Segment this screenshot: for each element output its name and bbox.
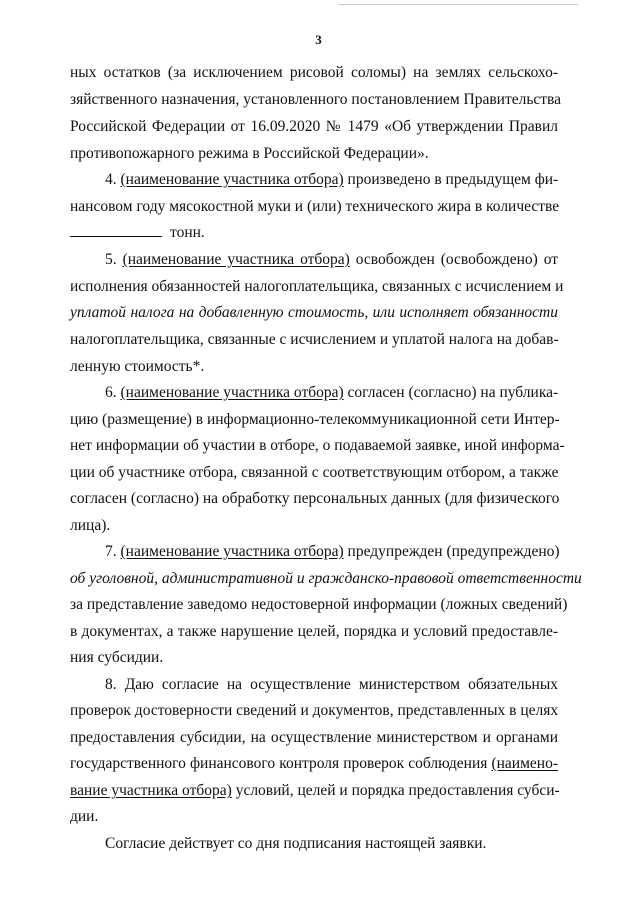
text-line: Российской Федерации от 16.09.2020 № 1479 «Об утверждении Правил [70,118,558,135]
text-fragment: произведено в предыдущем фи- [347,171,559,188]
text-line: исполнения обязанностей налогоплательщика, связанных с исчислением и [70,278,564,295]
text-line: налогоплательщика, связанные с исчислением и уплатой налога на добав- [70,331,559,348]
text-fragment: государственного финансового контроля проверок соблюдения [70,755,492,772]
text-line: дии. [70,808,99,825]
paragraph-6-first-line [105,383,558,403]
text-fragment: предупрежден (предупреждено) [347,543,560,560]
participant-name-placeholder: (наименование участника отбора) [120,384,344,401]
quantity-blank-field [70,235,162,237]
closing-statement: Согласие действует со дня подписания настоящей заявки. [105,835,487,852]
text-line: предоставления субсидии, на осуществление министерством и органами [70,729,558,746]
text-line: за представление заведомо недостоверной информации (ложных сведений) [70,596,568,613]
text-line: цию (размещение) в информационно-телекоммуникационной сети Интер- [70,411,560,428]
text-line: противопожарного режима в Российской Федерации». [70,145,429,162]
text-line: ции об участнике отбора, связанной с соответствующим отбором, а также [70,464,559,481]
item-number: 4. [105,171,117,188]
page-number: 3 [315,32,322,47]
quantity-line [70,223,558,243]
text-line: нет информации об участии в отборе, о подаваемой заявке, иной информа- [70,437,565,454]
text-line: уплатой налога на добавленную стоимость, или исполняет обязанности [70,304,558,321]
text-fragment: согласен (согласно) на публика- [347,384,559,401]
paragraph-8-line-4 [70,754,558,774]
text-line: ния субсидии. [70,649,164,666]
paragraph-8-line-5 [70,781,558,801]
item-number: 5. [105,251,117,268]
text-line: лица). [70,517,111,534]
text-line: об уголовной, административной и гражданско-правовой ответственности [70,570,582,587]
paragraph-5-first-line [105,250,558,270]
item-number: 6. [105,384,117,401]
item-number: 7. [105,543,117,560]
paragraph-4-first-line [105,170,558,190]
text-line: нансовом году мясокостной муки и (или) технического жира в количестве [70,198,560,215]
paragraph-7-first-line [105,542,558,562]
text-fragment: условий, целей и порядка предоставления субси- [231,782,560,799]
text-line: ных остатков (за исключением рисовой соломы) на землях сельскохо- [70,64,558,81]
participant-name-placeholder: (наименование участника отбора) [120,171,344,188]
participant-name-placeholder: (наимено- [491,755,558,772]
scan-edge-line [338,4,578,5]
text-fragment: освобожден (освобождено) от [355,251,559,268]
text-line: зяйственного назначения, установленного постановлением Правительства [70,91,562,108]
text-line: 8. Даю согласие на осуществление министерством обязательных [105,676,558,693]
unit-label: тонн. [170,224,205,241]
text-line: согласен (согласно) на обработку персональных данных (для физического [70,490,560,507]
text-line: проверок достоверности сведений и документов, представленных в целях [70,702,559,719]
participant-name-placeholder: (наименование участника отбора) [122,251,350,268]
text-line: в документах, а также нарушение целей, порядка и условий предоставле- [70,623,558,640]
participant-name-placeholder: (наименование участника отбора) [120,543,344,560]
participant-name-placeholder: вание участника отбора) [70,782,232,799]
text-line: ленную стоимость*. [70,358,205,375]
